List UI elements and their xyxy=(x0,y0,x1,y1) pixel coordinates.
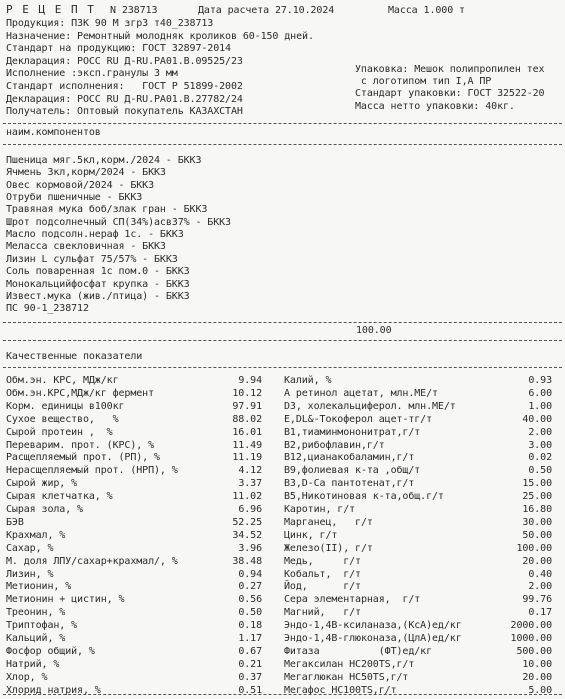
quality-name: Мегаглюкан НС50ТS,г/т xyxy=(284,671,409,683)
quality-name: B1,тиаминмононитрат,г/т xyxy=(284,426,421,438)
quality-value: 1.17 xyxy=(238,633,262,644)
quality-value: 11.02 xyxy=(232,491,262,503)
quality-value: 16.01 xyxy=(232,426,262,438)
packaging-line: Стандарт упаковки: ГОСТ 32522-20 xyxy=(355,88,545,100)
quality-value: 0.21 xyxy=(238,658,262,670)
quality-name: Мегафос НС100ТS,г/т xyxy=(284,684,397,696)
quality-name: Цинк, г/т xyxy=(284,529,338,541)
quality-value: 34.52 xyxy=(232,529,262,541)
quality-name: Хлорид натрия, % xyxy=(6,684,101,696)
quality-name: Фитаза (ФТ)ед/кг xyxy=(284,645,433,657)
quality-value: 99.76 xyxy=(522,594,552,606)
quality-name: Расщепляемый прот. (РП), % xyxy=(6,452,160,464)
quality-value: 0.02 xyxy=(528,452,552,464)
quality-name: Эндо-1,4В-ксиланаза,(КсА)ед/кг xyxy=(284,620,462,632)
quality-name: Мегаксилан НС200ТS,г/т xyxy=(284,658,415,670)
quality-name: B12,цианакобаламин,г/т xyxy=(284,452,415,464)
quality-name: Сырой жир, % xyxy=(6,478,78,490)
quality-value: 2000.00 xyxy=(510,620,552,632)
quality-name: Каротин, г/т xyxy=(284,504,356,515)
quality-name: Йод, г/т xyxy=(284,581,361,593)
quality-value: 6.96 xyxy=(238,504,262,515)
quality-name: B5,Никотиновая к-та,общ.г/т xyxy=(284,491,444,503)
quality-name: Триптофан, % xyxy=(6,620,78,632)
quality-name: Треонин, % xyxy=(6,607,66,619)
component-item: Лизин L сульфат 75/57% - БККЗ xyxy=(6,253,178,265)
quality-value: 50.00 xyxy=(522,529,552,541)
quality-value: 52.25 xyxy=(232,516,262,528)
quality-name: Метионин + цистин, % xyxy=(6,594,125,606)
quality-name: Хлор, % xyxy=(6,671,48,683)
divider xyxy=(3,322,562,323)
quality-value: 97.91 xyxy=(232,400,262,412)
quality-value: 3.37 xyxy=(238,478,262,490)
quality-name: D3, холекальциферол. млн.МЕ/т xyxy=(284,400,456,412)
quality-name: Эндо-1,4В-глюконаза,(ЦлА)ед/кг xyxy=(284,633,462,644)
quality-value: 0.37 xyxy=(238,671,262,683)
quality-value: 30.00 xyxy=(522,516,552,528)
quality-value: 11.49 xyxy=(232,439,262,451)
quality-name: Нерасщепляемый прот. (НРП), % xyxy=(6,465,178,477)
quality-value: 3.96 xyxy=(238,542,262,554)
quality-name: Сухое вещество, % xyxy=(6,413,119,425)
packaging-line: Упаковка: Мешок полипропилен тех xyxy=(355,64,545,75)
header-line: Назначение: Ремонтный молодняк кроликов 60-150 дней. xyxy=(6,30,314,42)
divider xyxy=(3,144,562,145)
quality-name: Корм. единицы в100кг xyxy=(6,400,125,412)
quality-name: Кобальт, г/т xyxy=(284,568,361,580)
quality-name: Переварим. прот. (КРС), % xyxy=(6,439,155,451)
mass-label: Масса 1.000 т xyxy=(388,5,465,16)
quality-name: B2,рибофлавин,г/т xyxy=(284,439,385,451)
quality-value: 3.00 xyxy=(528,439,552,451)
quality-value: 10.00 xyxy=(522,658,552,670)
quality-value: 0.27 xyxy=(238,581,262,593)
quality-name: Метионин, % xyxy=(6,581,72,593)
quality-name: Сахар, % xyxy=(6,542,54,554)
quality-value: 0.94 xyxy=(238,568,262,580)
divider xyxy=(3,123,562,124)
quality-value: 0.93 xyxy=(528,375,552,386)
quality-name: Сера элементарная, г/т xyxy=(284,594,421,606)
component-item: Пшеница мяг.5кл,корм./2024 - БККЗ xyxy=(6,155,202,166)
header-line: Стандарт исполнения: ГОСТ Р 51899-2002 xyxy=(6,81,243,92)
quality-name: Магний, г/т xyxy=(284,607,361,619)
quality-value: 40.00 xyxy=(522,413,552,425)
quality-name: Натрий, % xyxy=(6,658,60,670)
quality-value: 9.94 xyxy=(238,375,262,386)
quality-value: 0.50 xyxy=(528,465,552,477)
quality-value: 88.02 xyxy=(232,413,262,425)
packaging-line: с логотипом тип I,А ПР xyxy=(355,76,492,88)
components-heading: наим.компонентов xyxy=(6,127,101,138)
header-line: Декларация: РОСС RU Д-RU.PA01.B.27782/24 xyxy=(6,93,243,105)
quality-name: B9,фолиевая к-та ,общ/т xyxy=(284,465,421,477)
divider xyxy=(3,367,562,368)
quality-value: 0.50 xyxy=(238,607,262,619)
quality-value: 0.17 xyxy=(528,607,552,619)
quality-name: Сырая зола, % xyxy=(6,504,83,515)
component-item: Шрот подсолнечный СП(34%)асв37% - БККЗ xyxy=(6,216,231,228)
quality-value: 0.56 xyxy=(238,594,262,606)
quality-name: Лизин, % xyxy=(6,568,54,580)
quality-name: Крахмал, % xyxy=(6,529,66,541)
quality-value: 0.51 xyxy=(238,684,262,696)
components-total: 100.00 xyxy=(356,325,392,336)
component-item: Монокальцийфосфат крупка - БККЗ xyxy=(6,278,190,290)
quality-value: 1.00 xyxy=(528,400,552,412)
quality-name: E,DL&-Токоферол ацет-тг/т xyxy=(284,413,433,425)
header-line: Получатель: Оптовый покупатель КАЗАХСТАН xyxy=(6,106,243,118)
quality-value: 11.19 xyxy=(232,452,262,464)
quality-name: Марганец, г/т xyxy=(284,516,373,528)
divider xyxy=(3,694,562,695)
quality-name: БЭВ xyxy=(6,516,24,528)
header-line: Продукция: ПЗК 90 М згр3 т40_238713 xyxy=(6,18,214,29)
quality-value: 20.00 xyxy=(522,555,552,567)
quality-value: 38.48 xyxy=(232,555,262,567)
component-item: ПС 90-1_238712 xyxy=(6,303,89,315)
quality-name: Обм.эн. КРС, МДж/кг xyxy=(6,375,119,386)
component-item: Меласса свекловичная - БККЗ xyxy=(6,241,166,253)
component-item: Травяная мука боб/злак гран - БККЗ xyxy=(6,204,208,216)
header-line: Декларация: РОСС RU Д-RU.PA01.B.09525/23 xyxy=(6,55,243,67)
quality-value: 500.00 xyxy=(516,645,552,657)
quality-name: Калий, % xyxy=(284,375,332,386)
quality-value: 10.12 xyxy=(232,387,262,399)
quality-value: 20.00 xyxy=(522,671,552,683)
quality-name: Кальций, % xyxy=(6,633,66,644)
component-item: Ячмень 3кл,корм/2024 - БККЗ xyxy=(6,167,166,179)
component-item: Извест.мука (жив./птица) - БККЗ xyxy=(6,290,190,302)
packaging-line: Масса нетто упаковки: 40кг. xyxy=(355,100,515,112)
recipe-label: Р Е Ц Е П Т xyxy=(6,3,96,16)
quality-name: Медь, г/т xyxy=(284,555,361,567)
quality-value: 16.80 xyxy=(522,504,552,515)
quality-name: М. доля ЛПУ/сахар+крахмал/, % xyxy=(6,555,178,567)
quality-name: Сырой протеин , % xyxy=(6,426,113,438)
quality-value: 4.12 xyxy=(238,465,262,477)
quality-value: 25.00 xyxy=(522,491,552,503)
quality-name: Обм.эн.КРС,МДж/кг фермент xyxy=(6,387,155,399)
quality-name: Сырая клетчатка, % xyxy=(6,491,113,503)
quality-value: 1000.00 xyxy=(510,633,552,644)
component-item: Масло подсолн.нераф 1с. - БККЗ xyxy=(6,229,184,241)
calculation-date: Дата расчета 27.10.2024 xyxy=(198,5,335,16)
quality-value: 0.40 xyxy=(528,568,552,580)
divider xyxy=(3,340,562,341)
header-line: Стандарт на продукцию: ГОСТ 32897-2014 xyxy=(6,43,231,55)
quality-value: 2.00 xyxy=(528,426,552,438)
recipe-number: N 238713 xyxy=(110,5,158,16)
quality-value: 5.00 xyxy=(528,684,552,696)
quality-value: 2.00 xyxy=(528,581,552,593)
quality-value: 15.00 xyxy=(522,478,552,490)
component-item: Отруби пшеничные - БККЗ xyxy=(6,192,143,204)
quality-name: Железо(II), г/т xyxy=(284,542,373,554)
quality-name: B3,D-Са пантотенат,г/т xyxy=(284,478,415,490)
quality-value: 0.18 xyxy=(238,620,262,632)
quality-value: 0.67 xyxy=(238,645,262,657)
quality-name: Фосфор общий, % xyxy=(6,645,95,657)
quality-heading: Качественные показатели xyxy=(6,351,143,362)
quality-value: 6.00 xyxy=(528,387,552,399)
quality-name: А ретинол ацетат, млн.МЕ/т xyxy=(284,387,438,399)
quality-value: 100.00 xyxy=(516,542,552,554)
header-line: Исполнение :эксп.гранулы 3 мм xyxy=(6,68,178,80)
component-item: Соль поваренная 1с пом.0 - БККЗ xyxy=(6,266,190,278)
component-item: Овес кормовой/2024 - БККЗ xyxy=(6,179,155,191)
